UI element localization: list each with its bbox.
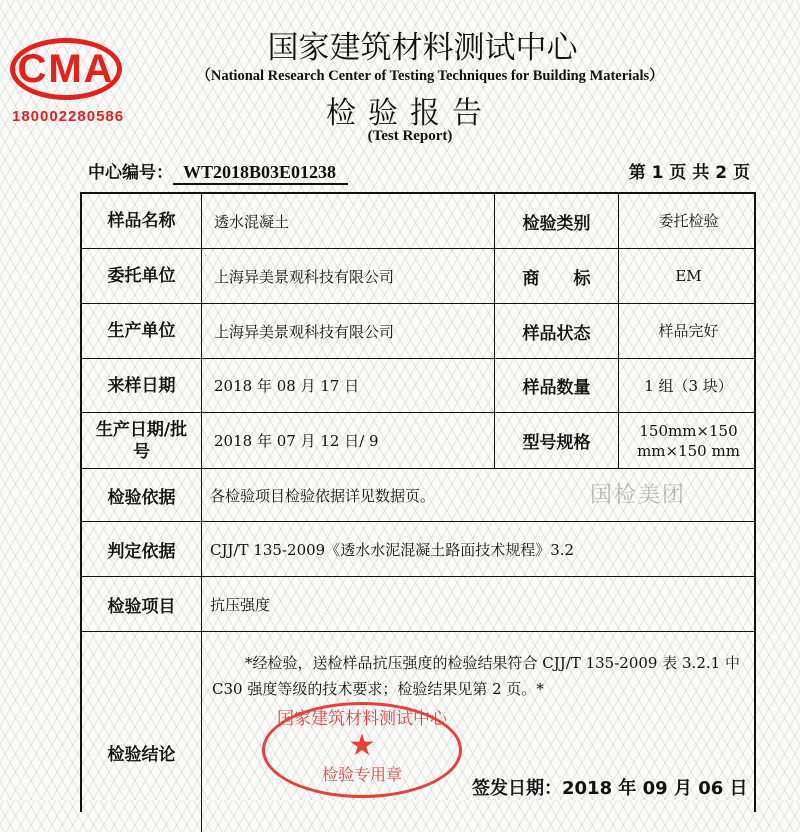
field-label: 样品名称 <box>82 194 202 248</box>
field-label: 样品数量 <box>495 359 619 412</box>
field-value: 样品完好 <box>658 322 719 340</box>
watermark: 国检美团 <box>590 483 687 508</box>
field-label: 型号规格 <box>495 413 619 468</box>
field-value: 150mm×150 mm×150 mm <box>637 421 740 460</box>
table-row <box>82 194 754 249</box>
org-name-en: （National Research Center of Testing Techniques for Building Materials） <box>196 68 664 84</box>
field-label: 生产单位 <box>82 304 202 358</box>
field-value: 抗压强度 <box>210 595 271 614</box>
field-label: 样品状态 <box>495 304 619 358</box>
table-row <box>82 413 754 469</box>
table-row <box>82 522 754 577</box>
field-value: 透水混凝土 <box>202 194 495 248</box>
field-value: 各检验项目检验依据详见数据页。 <box>210 486 436 505</box>
org-name-cn: 国家建筑材料测试中心 <box>267 30 578 66</box>
field-value: 1 组（3 块） <box>644 376 733 395</box>
field-label: 判定依据 <box>82 522 202 576</box>
field-label: 商 标 <box>495 249 619 303</box>
cma-number: 180002280586 <box>12 108 125 125</box>
report-code <box>88 158 348 185</box>
field-label: 检验结论 <box>82 632 202 832</box>
field-value: EM <box>675 267 702 285</box>
field-label: 生产日期/批号 <box>82 413 202 468</box>
official-stamp <box>262 702 462 798</box>
field-label: 检验类别 <box>495 194 619 248</box>
code-label: 中心编号： <box>88 163 173 183</box>
table-row <box>82 577 754 632</box>
field-value: 2018 年 08 月 17 日 <box>202 359 495 412</box>
field-value: 上海异美景观科技有限公司 <box>202 249 495 303</box>
field-label: 检验依据 <box>82 469 202 521</box>
field-value: 委托检验 <box>658 212 719 230</box>
field-value: CJJ/T 135-2009《透水水泥混凝土路面技术规程》3.2 <box>210 540 575 559</box>
code-value: WT2018B03E01238 <box>173 162 348 185</box>
table-row <box>82 249 754 304</box>
stamp-bottom-text: 检验专用章 <box>321 765 402 784</box>
field-value: 2018 年 07 月 12 日/ 9 <box>202 413 495 468</box>
stamp-top-text: 国家建筑材料测试中心 <box>277 709 447 729</box>
field-label: 委托单位 <box>82 249 202 303</box>
report-title-en: (Test Report) <box>367 128 453 144</box>
report-title-cn: 检验报告 <box>326 96 494 131</box>
field-label: 来样日期 <box>82 359 202 412</box>
star-icon: ★ <box>348 728 376 763</box>
field-label: 检验项目 <box>82 577 202 631</box>
page-info: 第 1 页 共 2 页 <box>628 163 750 183</box>
sign-date: 签发日期：2018 年 09 月 06 日 <box>472 778 748 799</box>
table-row <box>82 359 754 413</box>
table-row <box>82 304 754 359</box>
field-value: 上海异美景观科技有限公司 <box>202 304 495 358</box>
conclusion-text: *经检验，送检样品抗压强度的检验结果符合 CJJ/T 135-2009 表 3.2.1 中 C30 强度等级的技术要求；检验结果见第 2 页。* <box>212 654 740 698</box>
cma-logo: CMA <box>10 38 122 100</box>
